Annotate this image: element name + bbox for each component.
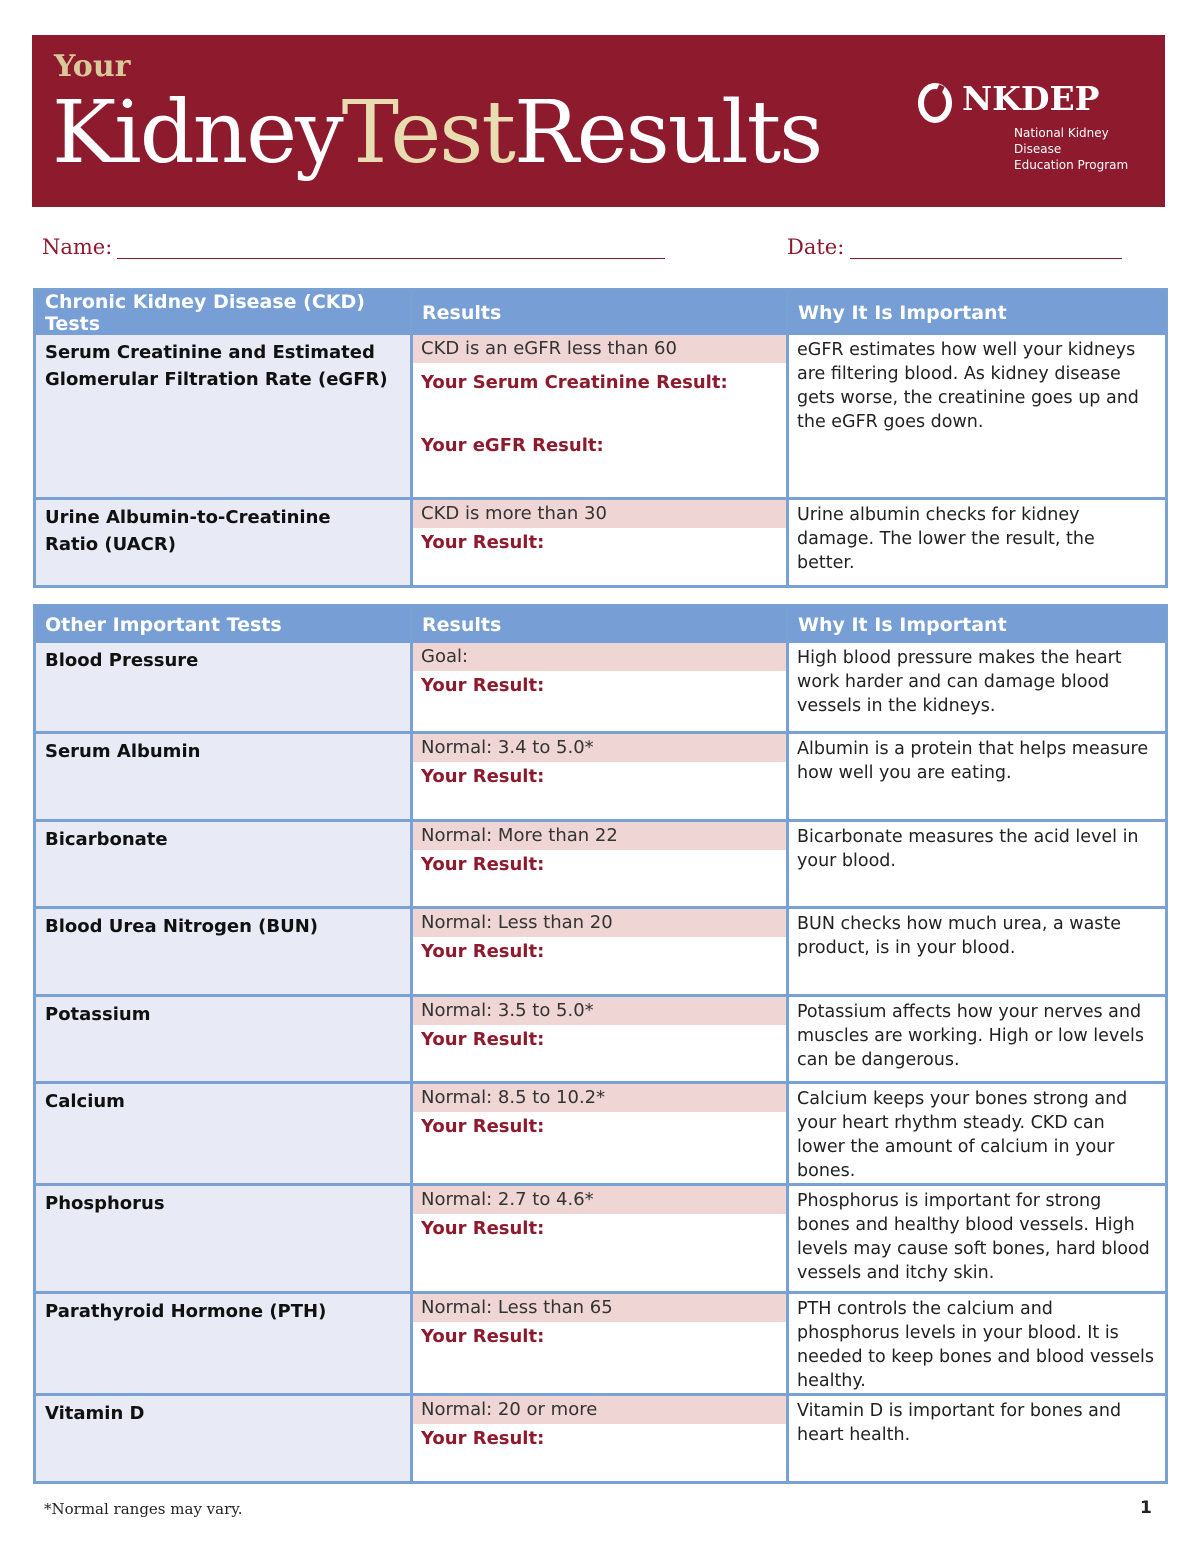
title-kidney: Kidney (52, 83, 342, 183)
table-row (35, 1292, 1167, 1394)
table-row (35, 498, 1167, 586)
table-row (35, 732, 1167, 820)
table-row (35, 1082, 1167, 1184)
result-cell (412, 335, 788, 498)
normal-range: Normal: 8.5 to 10.2* (413, 1084, 786, 1112)
test-name-line: Ratio (UACR) (45, 533, 176, 555)
title-test: Test (341, 83, 514, 183)
normal-range: Normal: 3.5 to 5.0* (413, 997, 786, 1025)
other-col-tests-header: Other Important Tests (35, 606, 412, 644)
your-result-field[interactable]: Your Result: (421, 1115, 545, 1137)
your-result-field[interactable]: Your Result: (421, 1427, 545, 1449)
ckd-col-tests-header: Chronic Kidney Disease (CKD) Tests (35, 290, 412, 336)
normal-range: Normal: More than 22 (413, 822, 786, 850)
why-important: Albumin is a protein that helps measure how well you are eating. (788, 732, 1167, 820)
why-important: Phosphorus is important for strong bones and healthy blood vessels. High levels may cause soft bones, hard blood vessels and itchy skin. (788, 1184, 1167, 1292)
page-number: 1 (1140, 1498, 1152, 1518)
test-name: Potassium (35, 995, 412, 1082)
normal-range: CKD is more than 30 (413, 500, 786, 528)
nkdep-logo (912, 77, 1152, 172)
result-cell (412, 498, 788, 586)
your-result-field[interactable]: Your Result: (421, 531, 545, 553)
kidney-logo-icon (914, 81, 956, 123)
why-important: Potassium affects how your nerves and muscles are working. High or low levels can be dangerous. (788, 995, 1167, 1082)
footnote: *Normal ranges may vary. (44, 1500, 243, 1518)
date-label: Date: (787, 235, 845, 259)
test-name-line: Glomerular Filtration Rate (eGFR) (45, 369, 388, 390)
test-name (35, 498, 412, 586)
test-name-line: Serum Creatinine and Estimated (45, 342, 375, 363)
normal-range: Normal: 2.7 to 4.6* (413, 1186, 786, 1214)
why-important: Urine albumin checks for kidney damage. The lower the result, the better. (788, 498, 1167, 586)
table-row (35, 643, 1167, 732)
normal-range: Normal: 20 or more (413, 1396, 786, 1424)
result-cell (412, 995, 788, 1082)
ckd-tests-table (33, 288, 1168, 588)
test-name: Calcium (35, 1082, 412, 1184)
page-title (52, 83, 821, 183)
test-name: Phosphorus (35, 1184, 412, 1292)
ckd-col-results-header: Results (412, 290, 788, 336)
test-name: Blood Urea Nitrogen (BUN) (35, 907, 412, 995)
date-line[interactable] (850, 258, 1122, 259)
why-important: Calcium keeps your bones strong and your heart rhythm steady. CKD can lower the amount of calcium in your bones. (788, 1082, 1167, 1184)
test-name: Parathyroid Hormone (PTH) (35, 1292, 412, 1394)
test-name-line: Urine Albumin-to-Creatinine (45, 506, 331, 528)
why-important: PTH controls the calcium and phosphorus levels in your blood. It is needed to keep bones and blood vessels healthy. (788, 1292, 1167, 1394)
other-col-why-header: Why It Is Important (788, 606, 1167, 644)
title-your: Your (54, 49, 131, 84)
test-name: Blood Pressure (35, 643, 412, 732)
normal-range: Normal: Less than 20 (413, 909, 786, 937)
normal-range: Normal: 3.4 to 5.0* (413, 734, 786, 762)
logo-sub-line1: National Kidney Disease (1014, 126, 1109, 156)
table-row (35, 995, 1167, 1082)
result-cell (412, 1394, 788, 1482)
table-row (35, 1184, 1167, 1292)
test-name: Serum Albumin (35, 732, 412, 820)
logo-subtitle (1014, 125, 1152, 173)
result-cell (412, 732, 788, 820)
your-result-field[interactable]: Your eGFR Result: (421, 435, 604, 456)
why-important: Bicarbonate measures the acid level in your blood. (788, 820, 1167, 907)
title-results: Results (513, 83, 822, 183)
result-cell (412, 1292, 788, 1394)
normal-range: Goal: (413, 643, 786, 671)
your-result-field[interactable]: Your Result: (421, 765, 545, 787)
result-cell (412, 1082, 788, 1184)
your-result-field[interactable]: Your Result: (421, 1325, 545, 1347)
table-row (35, 907, 1167, 995)
result-cell (412, 907, 788, 995)
result-cell (412, 820, 788, 907)
result-cell (412, 1184, 788, 1292)
your-result-field[interactable]: Your Serum Creatinine Result: (421, 372, 728, 393)
why-important: BUN checks how much urea, a waste product, is in your blood. (788, 907, 1167, 995)
test-name (35, 335, 412, 498)
other-col-results-header: Results (412, 606, 788, 644)
your-result-field[interactable]: Your Result: (421, 675, 545, 696)
your-result-field[interactable]: Your Result: (421, 1028, 545, 1050)
your-result-field[interactable]: Your Result: (421, 1217, 545, 1239)
name-line[interactable] (117, 258, 665, 259)
normal-range: Normal: Less than 65 (413, 1294, 786, 1322)
title-banner (32, 35, 1165, 207)
table-row (35, 820, 1167, 907)
your-result-field[interactable]: Your Result: (421, 940, 545, 962)
logo-brand: NKDEP (962, 79, 1100, 118)
test-name: Bicarbonate (35, 820, 412, 907)
logo-sub-line2: Education Program (1014, 158, 1129, 172)
test-name: Vitamin D (35, 1394, 412, 1482)
table-row (35, 1394, 1167, 1482)
result-cell (412, 643, 788, 732)
your-result-field[interactable]: Your Result: (421, 853, 545, 875)
table-row (35, 335, 1167, 498)
other-tests-table (33, 604, 1168, 1484)
why-important: Vitamin D is important for bones and heart health. (788, 1394, 1167, 1482)
ckd-col-why-header: Why It Is Important (788, 290, 1167, 336)
name-date-row (42, 235, 1132, 265)
why-important: High blood pressure makes the heart work harder and can damage blood vessels in the kidneys. (788, 643, 1167, 732)
name-label: Name: (42, 235, 113, 259)
normal-range: CKD is an eGFR less than 60 (413, 335, 786, 363)
why-important: eGFR estimates how well your kidneys are filtering blood. As kidney disease gets worse, the creatinine goes up and the eGFR goes down. (788, 335, 1167, 498)
